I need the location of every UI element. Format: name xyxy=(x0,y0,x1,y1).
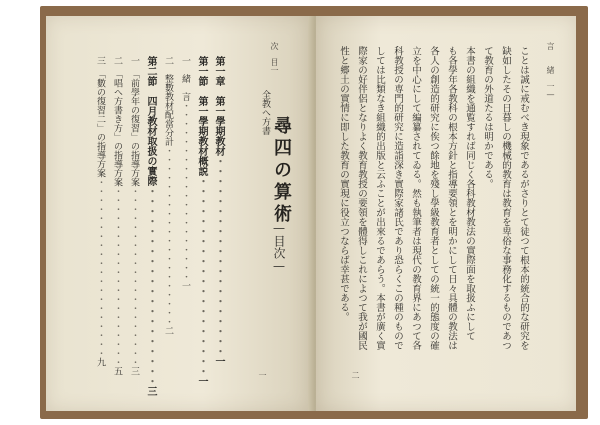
toc-entry-title: 一 緒 言 xyxy=(180,56,190,101)
toc-entry xyxy=(161,56,175,356)
toc-entry-page: 一 xyxy=(180,281,190,290)
toc-entry-page: 一 xyxy=(196,376,207,386)
toc-entry xyxy=(178,56,192,356)
body-text-column: て教育の外道たるは明かである。 xyxy=(482,46,493,189)
book-title-small: 全教へ方書 xyxy=(260,90,270,135)
toc-entry xyxy=(144,56,158,396)
toc-leader-dots: ・・・・・・・・・・・・・・・・・・・・ xyxy=(180,101,190,281)
left-page-header: 次 目一 xyxy=(270,42,279,74)
toc-entry-title: 第一章 第一學期教材 xyxy=(213,56,224,156)
toc-entry-page: 一 xyxy=(213,356,224,366)
toc-leader-dots: ・・・・・・・・・・・・・・・・・・・・ xyxy=(196,176,207,376)
toc-entry xyxy=(195,56,209,386)
body-text-column: 性と郷土の實情に即した教育の實現に役立つならば幸甚である。 xyxy=(338,46,349,322)
toc-leader-dots: ・・・・・・・・・・・・・・・・・・・・ xyxy=(145,186,156,386)
body-text-column: 際家の好伴侶となりよく教育教授の要領を體得しこれによつて我が國民 xyxy=(356,46,367,350)
body-text-column: も各學年各教科の根本方針と指導要領とを明かにして日々具體の教法は xyxy=(446,46,457,350)
toc-entry xyxy=(93,56,107,367)
toc-entry-page: 九 xyxy=(95,357,105,367)
body-text-column: 科教授の専門的研究に造詣深き實際家諸氏であり恐らくこの種のもので xyxy=(392,46,403,350)
toc-entry xyxy=(127,56,141,376)
toc-entry-page: 五 xyxy=(112,366,122,376)
left-page xyxy=(46,16,308,411)
toc-entry-title: 三 「數の復習二」の指導方案 xyxy=(95,56,105,178)
toc-entry-title: 二 整數教材配當分計 xyxy=(163,56,173,146)
toc-entry-page: 二 xyxy=(163,326,173,335)
body-text-column: 各人の創造的研究に俟つ餘地を殘し學級教育者としての統一的態度の確 xyxy=(428,46,439,350)
toc-leader-dots: ・・・・・・・・・・・・・・・・・・・・ xyxy=(112,186,122,367)
body-text-column: ことは誠に戒むべき現象であるがさりとて徒つて根本的統合的な研究を xyxy=(518,46,529,350)
right-page xyxy=(316,16,576,411)
body-text-column: しては比類なき組織的出版と云ふことが出來るであらう。本書が廣く實 xyxy=(374,46,385,350)
toc-entry-page: 三 xyxy=(145,386,156,396)
body-text-column: 立を中心にして編纂されてゐる。然も執筆者は現代の教育界にあつて各 xyxy=(410,46,421,350)
toc-leader-dots: ・・・・・・・・・・・・・・・・・・・・ xyxy=(163,146,173,326)
right-page-header: 言 緒 一— xyxy=(546,42,555,99)
toc-entry-page: 三 xyxy=(129,366,139,376)
body-text-column: 缺如したその日暮しの機械的教育は教育を卑俗な事務化するものであつ xyxy=(500,46,511,350)
toc-leader-dots: ・・・・・・・・・・・・・・・・・・・・ xyxy=(213,156,224,356)
toc-entry-title: 第二節 四月教材取扱の實際 xyxy=(145,56,156,186)
toc-leader-dots: ・・・・・・・・・・・・・・・・・・・・ xyxy=(129,186,139,367)
toc-entry-title: 二 「唱へ方書き方」の指導方案 xyxy=(112,56,122,187)
right-page-number: 二 xyxy=(351,371,360,379)
toc-entry-title: 一 「前學年の復習」の指導方案 xyxy=(129,56,139,187)
toc-entry xyxy=(110,56,124,376)
toc-entry xyxy=(212,56,226,366)
toc-leader-dots: ・・・・・・・・・・・・・・・・・・・・ xyxy=(95,177,105,358)
toc-entry-title: 第一節 第一學期教材概説 xyxy=(196,56,207,176)
book-title: 尋四の算術 xyxy=(271,116,292,226)
body-text-column: 本書の組織を通覧すれば同じく各科教材教法の實際面を取扱ふにして xyxy=(464,46,475,341)
left-page-number: 一 xyxy=(258,371,267,379)
book-subtitle: —目次— xyxy=(272,221,286,273)
